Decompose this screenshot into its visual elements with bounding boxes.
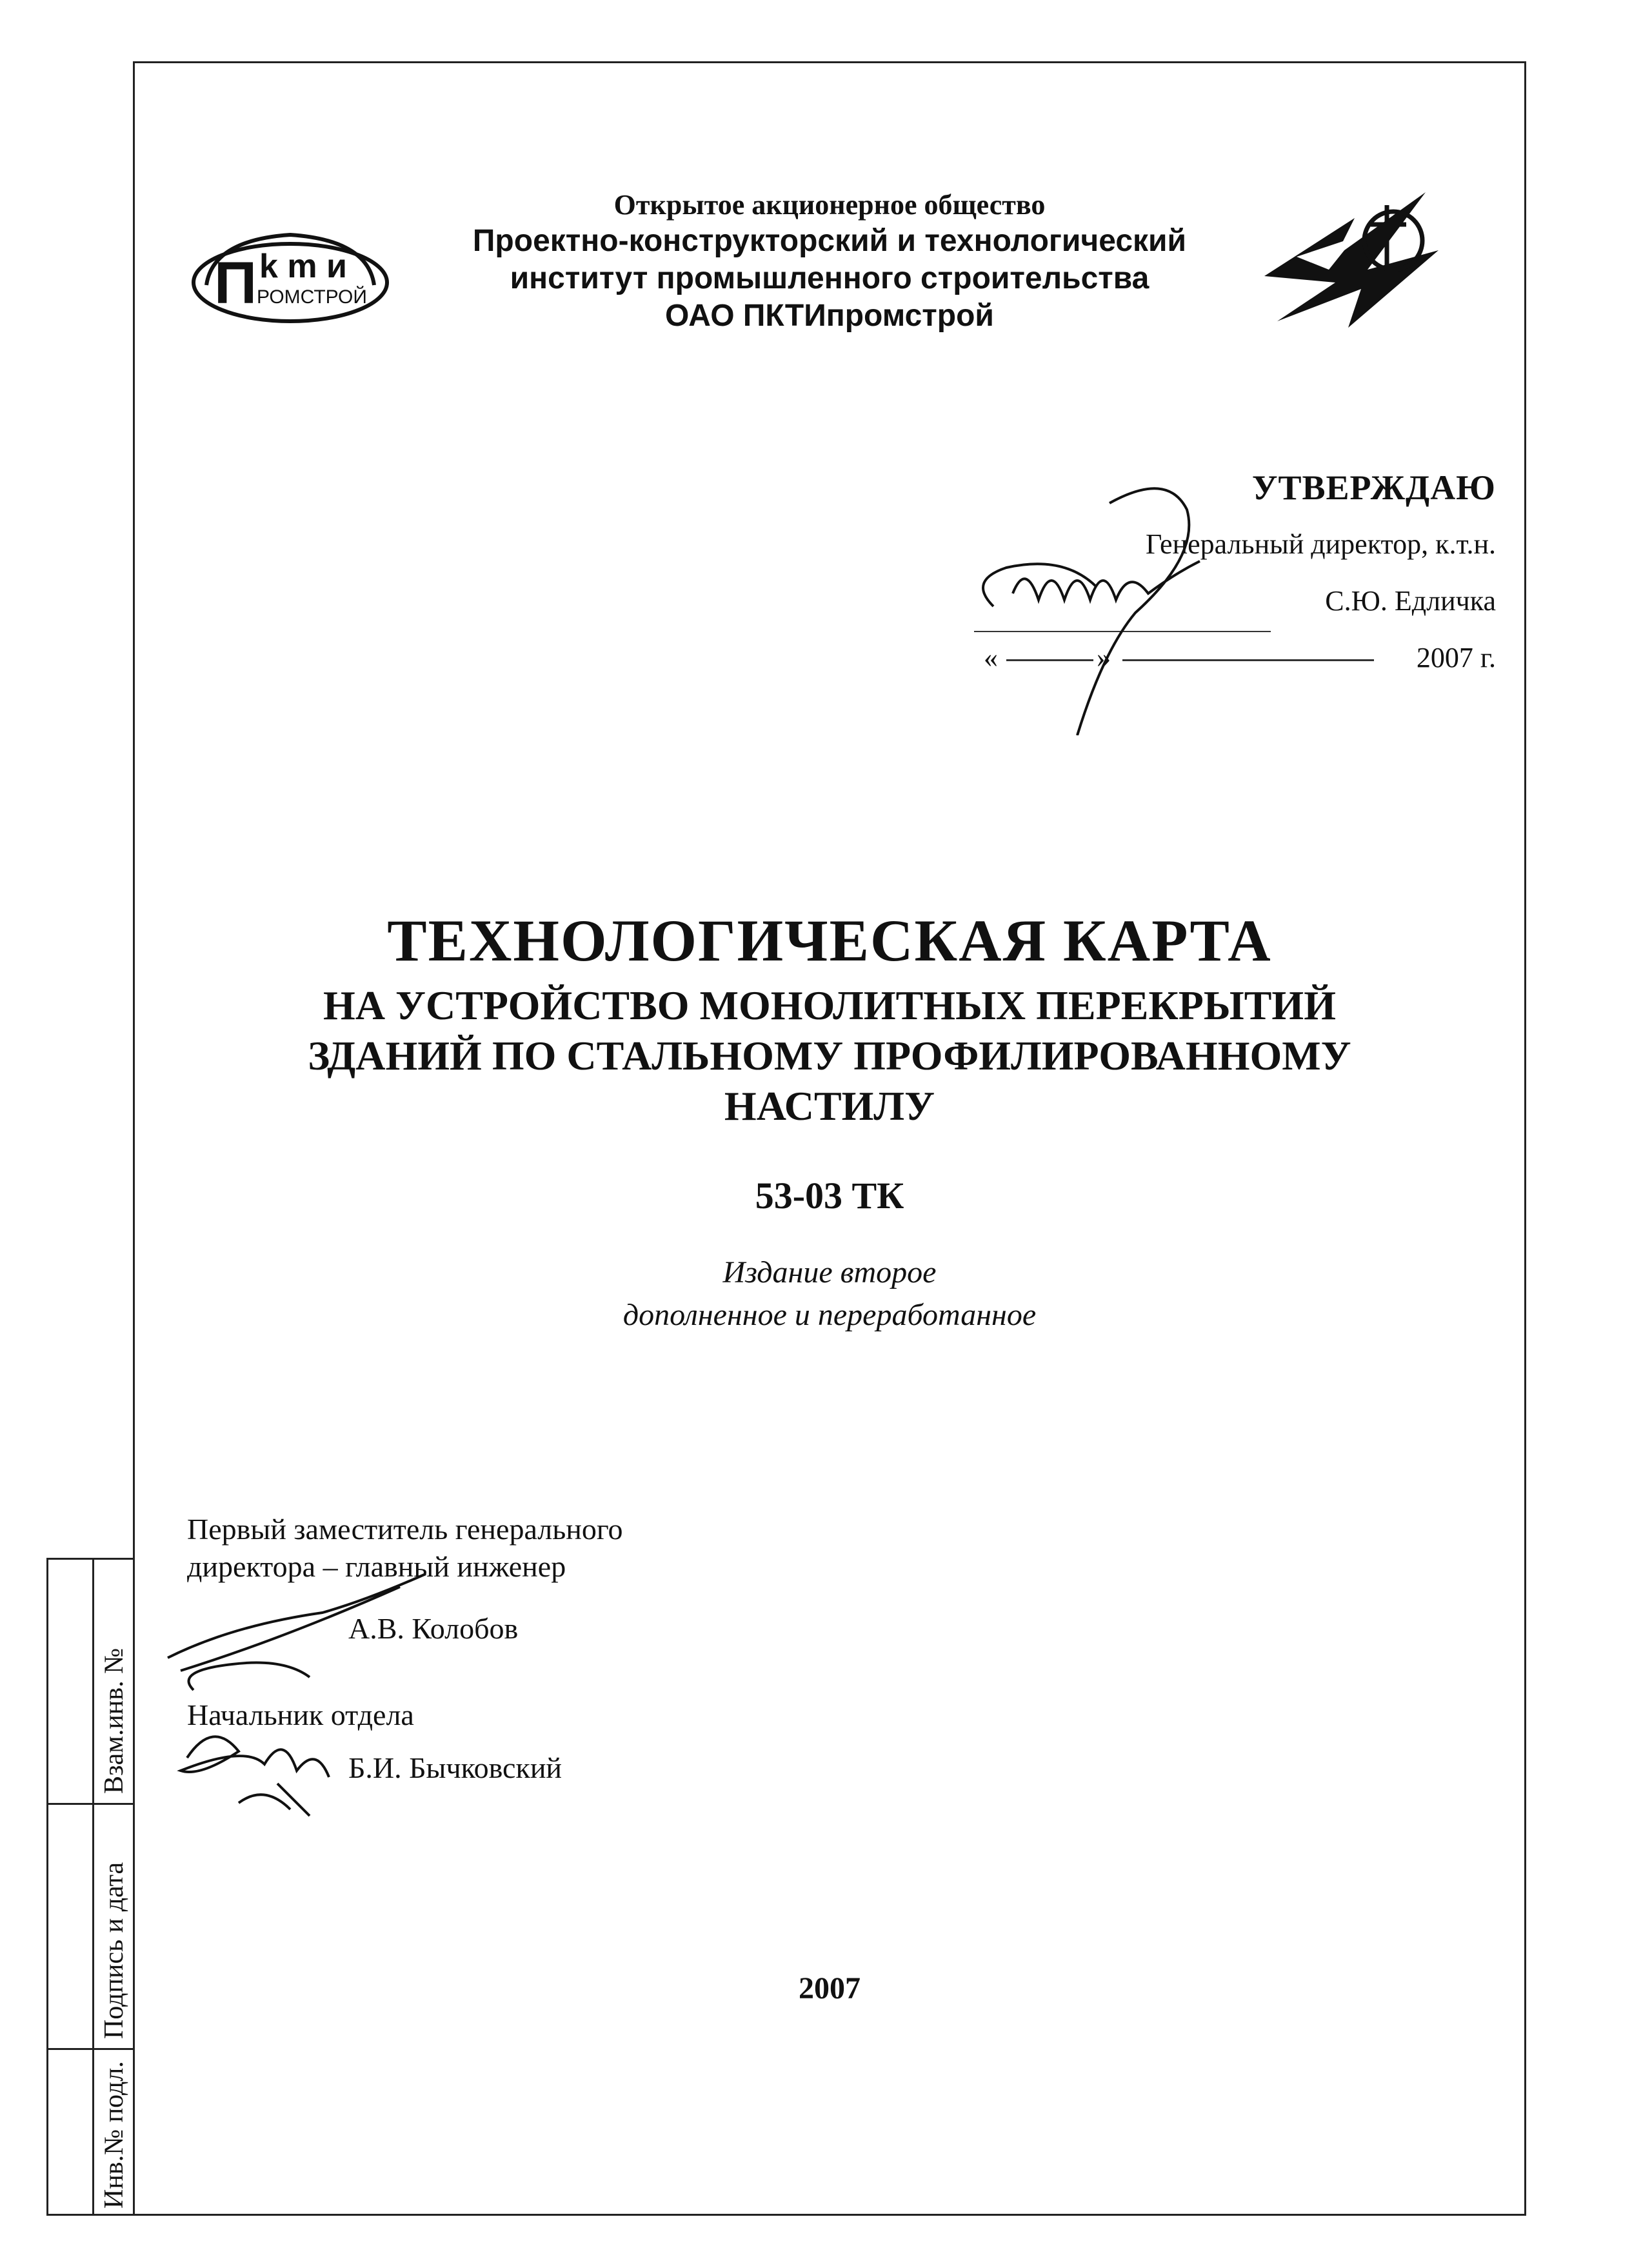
subtitle-line3: НАСТИЛУ [724,1083,935,1129]
date-quote-close: » [1097,642,1111,673]
stamp-label-inventory: Инв.№ подл. [99,2061,129,2209]
footer-year: 2007 [799,1971,861,2005]
page-frame [133,61,1526,2216]
chief-engineer-signature [155,1561,452,1709]
document-code: 53-03 ТК [755,1175,904,1217]
subtitle-line1: НА УСТРОЙСТВО МОНОЛИТНЫХ ПЕРЕКРЫТИЙ [323,982,1336,1028]
edition-line1: Издание второе [722,1255,937,1289]
document-subtitle [133,980,1526,1131]
signer2-name: Б.И. Бычковский [348,1751,562,1784]
date-quote-open: « [984,642,998,673]
approval-header: УТВЕРЖДАЮ [1251,468,1496,507]
signer1-role-line1: Первый заместитель генерального [187,1513,623,1546]
logo-small-letters: k m и [259,248,348,285]
approval-year: 2007 г. [1416,642,1496,673]
org-type: Открытое акционерное общество [613,189,1046,221]
org-short-name: ОАО ПКТИпромстрой [665,299,994,333]
stamp-label-replacement: Взам.инв. № [99,1647,129,1794]
org-name-line2: институт промышленного строительства [510,261,1149,295]
approval-name: С.Ю. Едличка [1325,585,1496,617]
signer1-name: А.В. Колобов [348,1612,519,1645]
edition-line2: дополненное и переработанное [622,1298,1037,1332]
stamp-cell-replacement [48,1560,135,1805]
stamp-cell-signature [48,1805,135,2050]
director-signature [955,464,1239,735]
department-head-signature [161,1706,406,1822]
edition-note [133,1251,1526,1337]
logo-sub-text: РОМСТРОЙ [257,286,367,308]
logo-big-letter: П [214,250,257,316]
document-title: ТЕХНОЛОГИЧЕСКАЯ КАРТА [387,908,1272,973]
org-name-line1: Проектно-конструкторский и технологический [472,224,1187,258]
signer2-role: Начальник отдела [187,1698,414,1731]
signer1-role-line2: директора – главный инженер [187,1550,566,1583]
subtitle-line2: ЗДАНИЙ ПО СТАЛЬНОМУ ПРОФИЛИРОВАННОМУ [308,1033,1351,1079]
stamp-cell-inventory [48,2050,135,2218]
stamp-label-signature: Подпись и дата [99,1862,129,2039]
emblem-icon [1258,179,1445,334]
approval-position: Генеральный директор, к.т.н. [1145,528,1496,560]
side-stamp [46,1558,133,2216]
